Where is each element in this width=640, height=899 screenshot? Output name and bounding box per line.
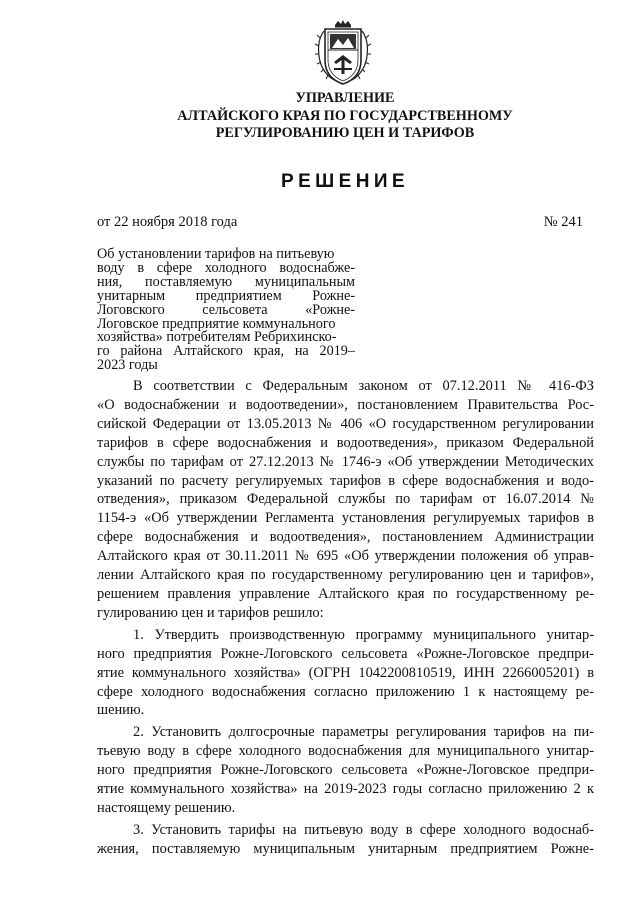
authority-line: АЛТАЙСКОГО КРАЯ ПО ГОСУДАРСТВЕННОМУ [177, 107, 513, 124]
body-line: лении Алтайского края по государственному регулированию цен и тарифов», [97, 567, 594, 584]
body-line: сфере водоснабжения и водоотведения», постановлением Администрации [97, 529, 594, 546]
issuing-authority [90, 90, 600, 143]
body-line: тьевую воду в сфере холодного водоснабжения для муниципального унитар- [97, 743, 594, 760]
item-1-paragraph [97, 626, 594, 721]
body-line: Алтайского края от 30.11.2011 № 695 «Об утверждении положения об управ- [97, 548, 594, 565]
body-line: ного предприятия Рожне-Логовского сельсовета «Рожне-Логовское предпри- [97, 762, 594, 779]
body-line: указаний по расчету регулируемых тарифов в сфере водоснабжения и водо- [97, 472, 594, 489]
subject-line: го района Алтайского края, на 2019– [97, 343, 355, 360]
body-line: 3. Установить тарифы на питьевую воду в сфере холодного водоснаб- [133, 821, 594, 838]
preamble-paragraph [97, 377, 594, 623]
body-line: решением правления управление Алтайского края по государственному ре- [97, 585, 594, 602]
document-title: РЕШЕНИЕ [281, 171, 409, 192]
subject-line: унитарным предприятием Рожне- [97, 287, 355, 304]
body-line: отведения», приказом Федеральной службы по тарифам от 16.07.2014 № [97, 491, 594, 508]
body-line: настоящему решению. [97, 799, 236, 816]
body-line: 1154-э «Об утверждении Регламента установления регулируемых тарифов в [97, 510, 594, 527]
body-line: сийской Федерации от 13.05.2013 № 406 «О государственном регулировании [97, 415, 594, 432]
altai-krai-coat-of-arms-icon [314, 20, 372, 86]
body-line: службы по тарифам от 27.12.2013 № 1746-э «Об утверждении Методических [97, 453, 594, 470]
document-body [97, 377, 594, 859]
subject-line: Логовского сельсовета «Рожне- [97, 301, 355, 318]
body-line: 2. Установить долгосрочные параметры регулирования тарифов на пи- [133, 724, 594, 741]
authority-line: УПРАВЛЕНИЕ [295, 90, 395, 106]
item-2-paragraph [97, 723, 594, 818]
body-line: шению. [97, 702, 145, 719]
body-line: «О водоснабжении и водоотведении», постановлением Правительства Рос- [97, 396, 594, 413]
document-date: от 22 ноября 2018 года [97, 214, 238, 230]
body-line: ятие коммунального хозяйства» на 2019-2023 годы согласно приложению 2 к [97, 781, 594, 798]
document-number: № 241 [543, 214, 583, 230]
item-3-paragraph [97, 821, 594, 859]
authority-line: РЕГУЛИРОВАНИЮ ЦЕН И ТАРИФОВ [215, 125, 475, 141]
subject-line: хозяйства» потребителям Ребрихинско- [97, 329, 337, 346]
subject-line: воду в сфере холодного водоснабже- [97, 259, 355, 276]
body-line: ятие коммунального хозяйства» (ОГРН 1042200810519, ИНН 2266005201) в [97, 664, 594, 681]
body-line: жения, поставляемую муниципальным унитарным предприятием Рожне- [97, 840, 594, 857]
body-line: В соответствии с Федеральным законом от 07.12.2011 № 416-ФЗ [133, 378, 594, 394]
subject-line: Логовское предприятие коммунального [97, 315, 336, 332]
body-line: ного предприятия Рожне-Логовского сельсовета «Рожне-Логовское предпри- [97, 645, 594, 662]
document-subject [97, 248, 355, 373]
body-line: сфере холодного водоснабжения согласно приложению 1 к настоящему ре- [97, 683, 594, 700]
body-line: гулированию цен и тарифов решило: [97, 604, 324, 621]
subject-line: ния, поставляемую муниципальным [97, 273, 355, 290]
body-line: тарифов в сфере водоснабжения и водоотведения», приказом Федеральной [97, 434, 594, 451]
body-line: 1. Утвердить производственную программу муниципального унитар- [133, 626, 594, 643]
subject-line: Об установлении тарифов на питьевую [97, 246, 335, 262]
subject-line: 2023 годы [97, 357, 158, 374]
